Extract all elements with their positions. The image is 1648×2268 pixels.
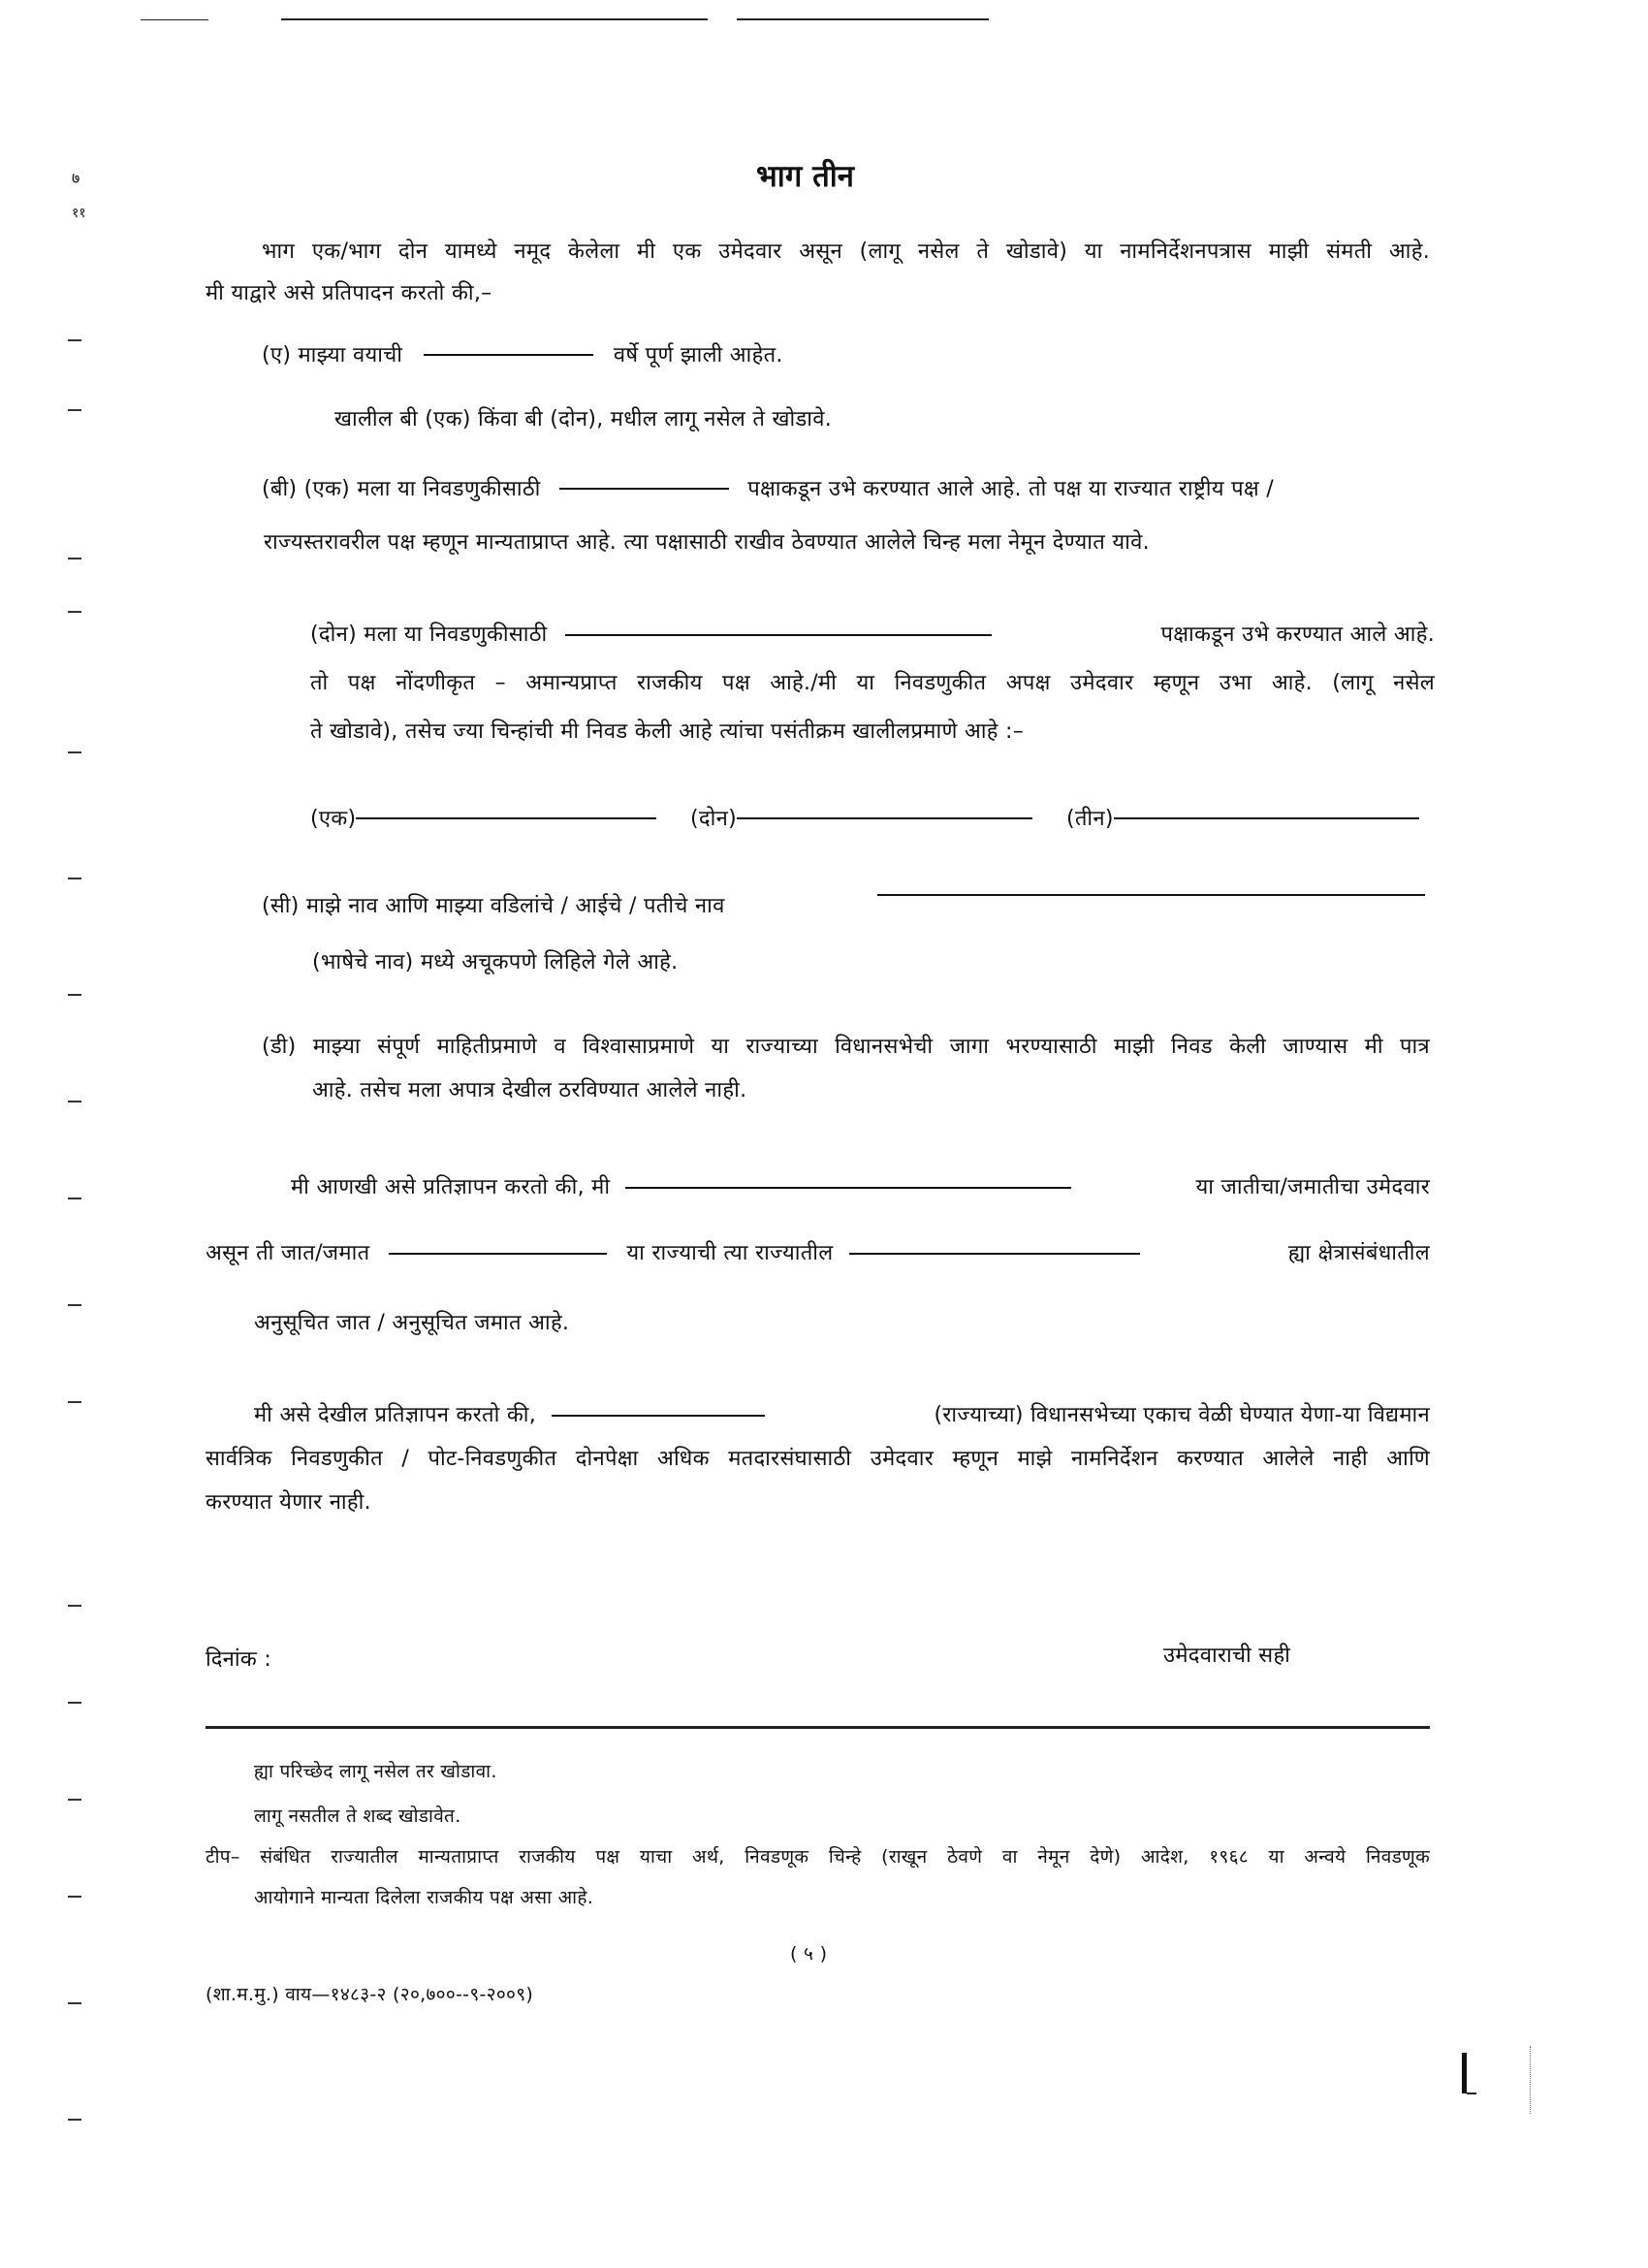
note-line-2: आयोगाने मान्यता दिलेला राजकीय पक्ष असा आहे. <box>254 1887 594 1908</box>
decl-line-1-prefix: मी असे देखील प्रतिज्ञापन करतो की, <box>254 1403 537 1427</box>
caste-line-1-suffix: या जातीचा/जमातीचा उमेदवार <box>1195 1175 1430 1199</box>
margin-dash <box>68 2119 81 2121</box>
margin-dash <box>68 994 81 996</box>
item-b1-suffix: पक्षाकडून उभे करण्यात आले आहे. तो पक्ष या राज्यात राष्ट्रीय पक्ष / <box>747 477 1274 501</box>
margin-mark: ११ <box>72 206 86 221</box>
scan-artifact-top <box>141 19 208 20</box>
page-title: भाग तीन <box>756 159 854 194</box>
decl-line-1-suffix: (राज्याच्या) विधानसभेच्या एकाच वेळी घेण्यात येणा-या विद्यमान <box>934 1403 1430 1427</box>
party-blank-2[interactable] <box>565 634 992 636</box>
item-c-prefix: (सी) माझे नाव आणि माझ्या वडिलांचे / आईचे / पतीचे नाव <box>262 894 725 918</box>
scan-artifact-dots <box>1530 2046 1532 2114</box>
state-blank[interactable] <box>552 1415 765 1417</box>
intro-line-1: भाग एक/भाग दोन यामध्ये नमूद केलेला मी एक उमेदवार असून (लागू नसेल ते खोडावे) या नामनिर्देशनपत्रास माझी संमती आहे. <box>262 240 1430 264</box>
note-line-1: टीप– संबंधित राज्यातील मान्यताप्राप्त राजकीय पक्ष याचा अर्थ, निवडणूक चिन्हे (राखून ठेवणे वा नेमून देणे) आदेश, १९६८ या अन्वये निवडणूक <box>206 1846 1430 1868</box>
item-a <box>262 341 783 370</box>
symbol-choice-3 <box>1066 805 1419 834</box>
margin-dash <box>68 409 81 411</box>
symbol-blank-2[interactable] <box>737 817 1032 819</box>
age-blank[interactable] <box>424 354 593 356</box>
item-b1-line-2: राज्यस्तरावरील पक्ष म्हणून मान्यताप्राप्त आहे. त्या पक्षासाठी राखीव ठेवण्यात आलेले चिन्ह मला नेमून देण्यात यावे. <box>264 530 1150 555</box>
page-number: ( ५ ) <box>790 1943 828 1965</box>
caste-line-2 <box>206 1239 1430 1268</box>
item-b2-prefix: (दोन) मला या निवडणुकीसाठी <box>310 623 548 647</box>
scan-artifact-bar <box>1462 2053 1467 2093</box>
margin-dash <box>68 1896 81 1898</box>
item-d-line-2: आहे. तसेच मला अपात्र देखील ठरविण्यात आलेले नाही. <box>312 1078 747 1102</box>
item-b1-prefix: (बी) (एक) मला या निवडणुकीसाठी <box>262 477 541 501</box>
margin-dash <box>68 2002 81 2004</box>
margin-dash <box>68 1198 81 1199</box>
item-c-line-2: (भाषेचे नाव) मध्ये अचूकपणे लिहिले गेले आहे. <box>312 950 679 974</box>
symbol-choice-label: (दोन) <box>690 807 737 831</box>
item-b1-line-1 <box>262 475 1274 504</box>
item-a-suffix: वर्षे पूर्ण झाली आहेत. <box>613 343 783 367</box>
scan-artifact-bar <box>1467 2092 1476 2094</box>
symbol-choice-2 <box>690 805 1032 834</box>
print-code: (शा.म.मु.) वाय—१४८३-२ (२०,७००--९-२००९) <box>206 1984 534 2005</box>
decl-line-2: सार्वत्रिक निवडणुकीत / पोट-निवडणुकीत दोनपेक्षा अधिक मतदारसंघासाठी उमेदवार म्हणून माझे नामनिर्देशन करण्यात आलेले नाही आणि <box>206 1447 1430 1471</box>
item-b2-line-3: ते खोडावे), तसेच ज्या चिन्हांची मी निवड केली आहे त्यांचा पसंतीक्रम खालीलप्रमाणे आहे :– <box>310 719 1025 744</box>
decl-line-1 <box>254 1401 1430 1430</box>
scan-artifact-top <box>737 18 989 20</box>
margin-dash <box>68 1401 81 1403</box>
item-c-line-1 <box>262 892 725 921</box>
symbol-choice-label: (एक) <box>310 807 357 831</box>
margin-dash <box>68 611 81 613</box>
symbol-choice-1 <box>310 805 656 834</box>
footnote-1: ह्या परिच्छेद लागू नसेल तर खोडावा. <box>254 1761 497 1782</box>
item-b2-line-1 <box>310 621 1435 650</box>
symbol-blank-3[interactable] <box>1114 817 1419 819</box>
decl-line-3: करण्यात येणार नाही. <box>206 1490 371 1515</box>
margin-dash <box>68 1605 81 1607</box>
margin-mark: ७ <box>72 169 80 187</box>
caste-line-1 <box>291 1173 1430 1202</box>
symbol-choice-label: (तीन) <box>1066 807 1114 831</box>
item-b2-suffix: पक्षाकडून उभे करण्यात आले आहे. <box>1160 623 1435 647</box>
caste-area-blank[interactable] <box>849 1253 1140 1255</box>
caste-blank[interactable] <box>625 1187 1071 1189</box>
footnote-2: लागू नसतील ते शब्द खोडावेत. <box>254 1805 461 1827</box>
caste-state-blank[interactable] <box>389 1253 607 1255</box>
item-a-prefix: (ए) माझ्या वयाची <box>262 343 403 367</box>
scan-artifact-top <box>281 18 708 20</box>
caste-line-2-mid: या राज्याची त्या राज्यातील <box>626 1241 834 1265</box>
party-blank-1[interactable] <box>559 488 729 490</box>
caste-line-1-prefix: मी आणखी असे प्रतिज्ञापन करतो की, मी <box>291 1175 611 1199</box>
note-b: खालील बी (एक) किंवा बी (दोन), मधील लागू नसेल ते खोडावे. <box>334 407 833 431</box>
margin-dash <box>68 878 81 879</box>
signature-label: उमेदवाराची सही <box>1163 1644 1291 1668</box>
footnote-separator <box>206 1726 1430 1729</box>
margin-dash <box>68 339 81 341</box>
margin-dash <box>68 1799 81 1801</box>
date-label: दिनांक : <box>206 1647 272 1672</box>
margin-dash <box>68 1101 81 1102</box>
caste-line-3: अनुसूचित जात / अनुसूचित जमात आहे. <box>254 1311 570 1335</box>
margin-dash <box>68 1304 81 1306</box>
margin-dash <box>68 558 81 559</box>
name-blank[interactable] <box>877 894 1425 896</box>
intro-line-2: मी याद्वारे असे प्रतिपादन करतो की,– <box>206 281 492 305</box>
item-d-line-1: (डी) माझ्या संपूर्ण माहितीप्रमाणे व विश्वासाप्रमाणे या राज्याच्या विधानसभेची जागा भरण्यासाठी माझी निवड केली जाण्यास मी पात्र <box>262 1035 1430 1059</box>
item-b2-line-2: तो पक्ष नोंदणीकृत – अमान्यप्राप्त राजकीय पक्ष आहे./मी या निवडणुकीत अपक्ष उमेदवार म्हणून उभा आहे. (लागू नसेल <box>310 671 1435 695</box>
margin-dash <box>68 1702 81 1704</box>
symbol-blank-1[interactable] <box>356 817 656 819</box>
caste-line-2-suffix: ह्या क्षेत्रासंबंधातील <box>1287 1241 1430 1265</box>
caste-line-2-prefix: असून ती जात/जमात <box>206 1241 370 1265</box>
margin-dash <box>68 751 81 753</box>
